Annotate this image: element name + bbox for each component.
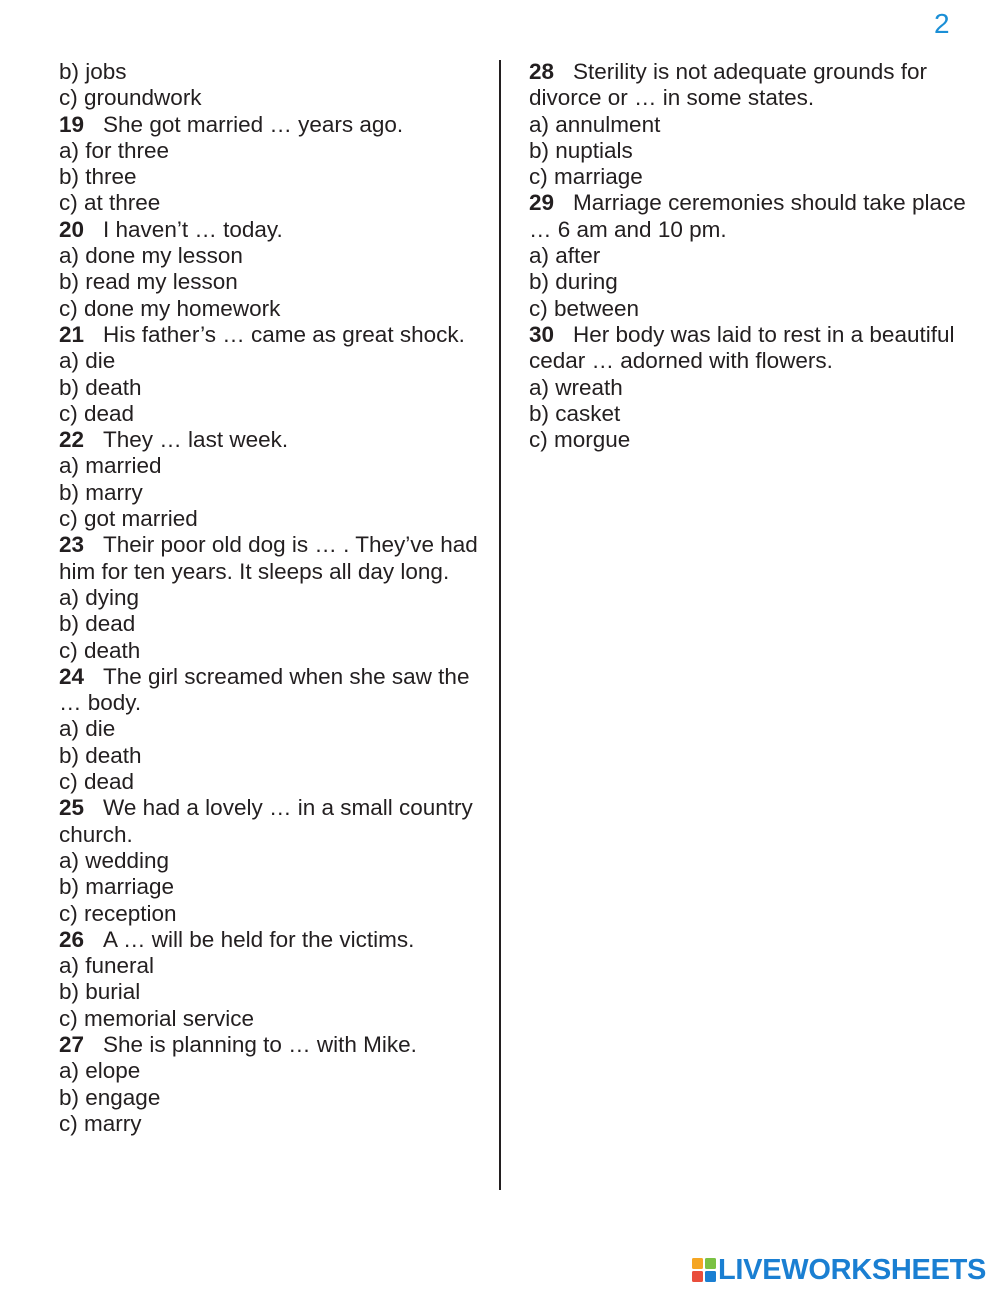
question-number: 26: [59, 926, 85, 952]
answer-option: a) wedding: [59, 847, 170, 873]
answer-option: b) casket: [529, 400, 621, 426]
answer-option: b) dead: [59, 611, 136, 637]
column-divider: [499, 60, 501, 1190]
question-number: 22: [59, 427, 85, 453]
answer-option: b) engage: [59, 1084, 161, 1110]
question-text: She is planning to … with Mike.: [103, 1031, 417, 1057]
answer-option: c) reception: [59, 900, 177, 926]
left-column: [59, 59, 484, 1137]
right-column: [529, 59, 969, 453]
question-number: 20: [59, 216, 85, 242]
question-26: [59, 927, 484, 953]
answer-option: b) marriage: [59, 874, 175, 900]
answer-option: b) nuptials: [529, 137, 633, 163]
page-number: 2: [934, 8, 950, 39]
answer-option: c) at three: [59, 190, 161, 216]
question-number: 28: [529, 59, 555, 84]
answer-option: c) dead: [59, 400, 135, 426]
question-number: 19: [59, 111, 85, 137]
answer-option: c) morgue: [529, 427, 631, 453]
answer-option: c) dead: [59, 769, 135, 795]
answer-option: b) three: [59, 164, 137, 190]
answer-option: a) married: [59, 453, 162, 479]
question-23: [59, 532, 484, 585]
question-text: We had a lovely … in a small country church.: [59, 795, 473, 847]
answer-option: b) marry: [59, 479, 143, 505]
answer-option: c) between: [529, 295, 640, 321]
answer-option: b) burial: [59, 979, 141, 1005]
question-text: They … last week.: [103, 427, 289, 453]
question-number: 29: [529, 190, 555, 216]
question-20: [59, 217, 484, 243]
question-text: She got married … years ago.: [103, 111, 404, 137]
question-number: 25: [59, 795, 85, 821]
question-27: [59, 1032, 484, 1058]
answer-option: a) die: [59, 348, 116, 374]
answer-option: b) jobs: [59, 59, 127, 84]
question-text: I haven’t … today.: [103, 216, 283, 242]
question-number: 27: [59, 1031, 85, 1057]
question-text: His father’s … came as great shock.: [103, 321, 465, 347]
liveworksheets-logo[interactable]: [692, 1255, 986, 1285]
answer-option: a) dying: [59, 584, 140, 610]
answer-option: a) funeral: [59, 953, 155, 979]
question-21: [59, 322, 484, 348]
question-text: A … will be held for the victims.: [103, 926, 415, 952]
answer-option: a) die: [59, 716, 116, 742]
answer-option: c) memorial service: [59, 1005, 255, 1031]
question-number: 24: [59, 663, 85, 689]
answer-option: c) marriage: [529, 164, 643, 190]
answer-option: a) done my lesson: [59, 243, 243, 269]
answer-option: a) wreath: [529, 374, 623, 400]
answer-option: a) annulment: [529, 111, 661, 137]
answer-option: c) done my homework: [59, 295, 281, 321]
question-text: Marriage ceremonies should take place … 6 am and 10 pm.: [529, 190, 966, 242]
answer-option: c) groundwork: [59, 85, 202, 111]
logo-text: LIVEWORKSHEETS: [718, 1254, 987, 1286]
question-text: Sterility is not adequate grounds for divorce or … in some states.: [529, 59, 927, 111]
answer-option: b) during: [529, 269, 618, 295]
answer-option: c) got married: [59, 506, 198, 532]
question-25: [59, 795, 484, 848]
question-number: 23: [59, 532, 85, 558]
question-30: [529, 322, 969, 375]
answer-option: a) after: [529, 243, 601, 269]
question-28: [529, 59, 969, 112]
question-number: 30: [529, 321, 555, 347]
question-number: 21: [59, 321, 85, 347]
answer-option: b) read my lesson: [59, 269, 238, 295]
answer-option: c) marry: [59, 1110, 142, 1136]
answer-option: b) death: [59, 742, 142, 768]
answer-option: a) for three: [59, 137, 170, 163]
liveworksheets-logo-icon: [692, 1258, 716, 1282]
question-22: [59, 427, 484, 453]
question-19: [59, 112, 484, 138]
answer-option: a) elope: [59, 1058, 141, 1084]
question-text: Their poor old dog is … . They’ve had him for ten years. It sleeps all day long.: [59, 532, 478, 584]
answer-option: c) death: [59, 637, 141, 663]
answer-option: b) death: [59, 374, 142, 400]
question-29: [529, 190, 969, 243]
question-text: Her body was laid to rest in a beautiful cedar … adorned with flowers.: [529, 321, 955, 374]
question-24: [59, 664, 484, 717]
question-text: The girl screamed when she saw the … body.: [59, 663, 470, 716]
